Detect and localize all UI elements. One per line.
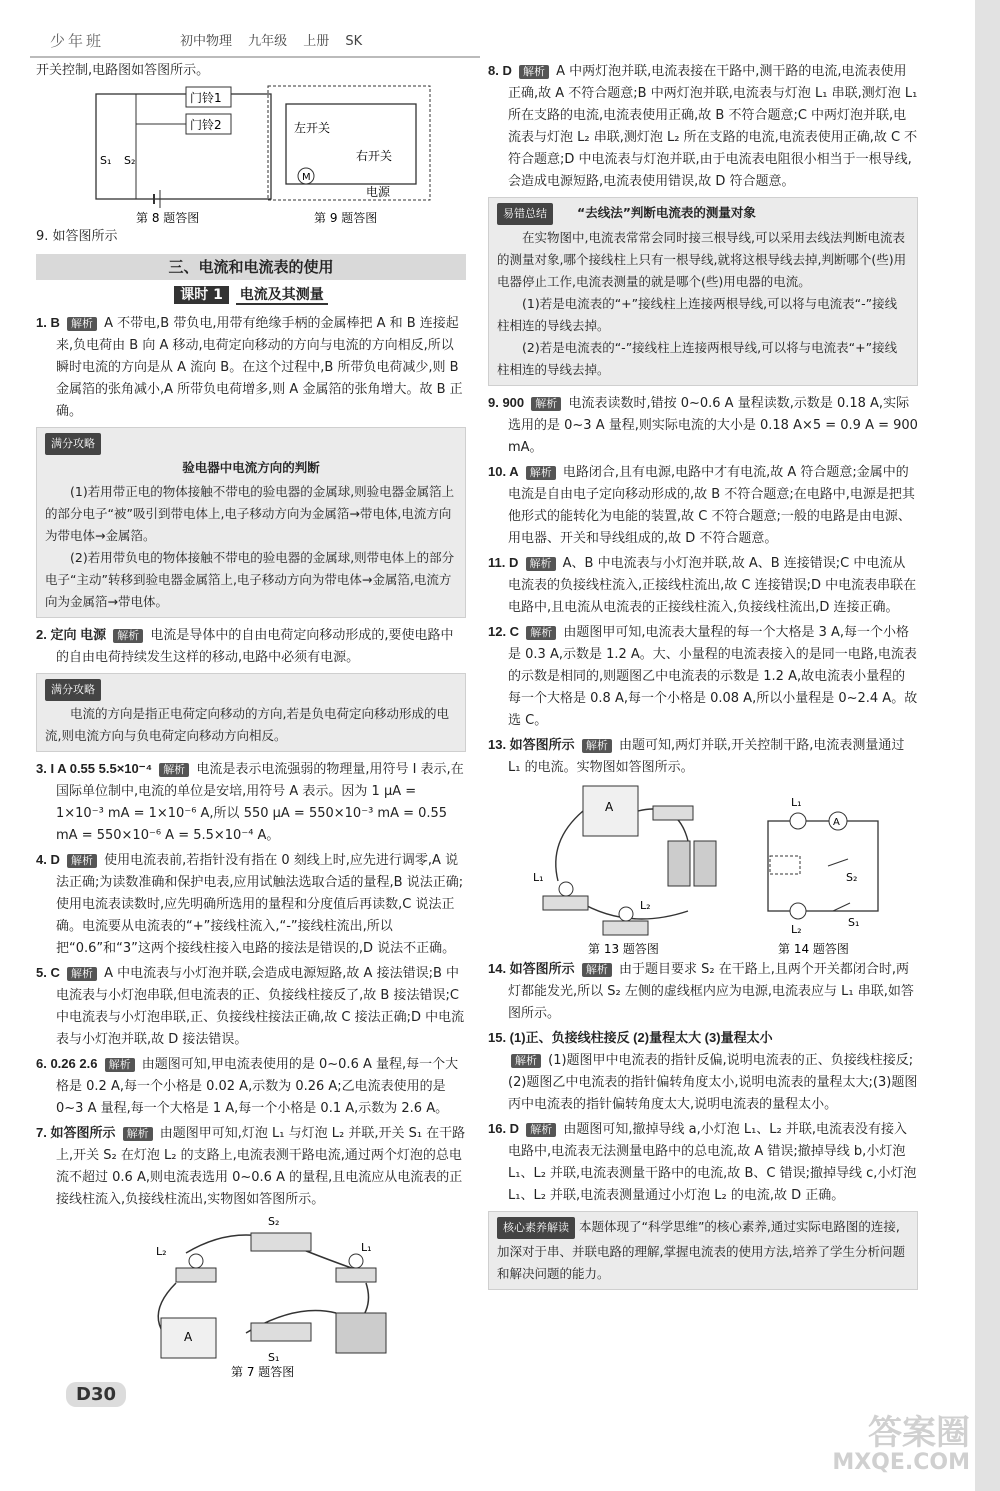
tip-box-4-header: 核心素养解读 (497, 1217, 575, 1239)
ammeter-label-fig13: A (605, 800, 614, 814)
q2-item (36, 624, 466, 669)
fig13-lamp1-base (543, 896, 588, 910)
q12-text: 由题图甲可知,电流表大量程的每一个大格是 3 A,每一个小格是 0.3 A,示数是 1.2 A。大、小量程的电流表接入的是同一电路,电流表的示数是相同的,则题图乙中电流表的示数是 1.2 A,故电流表小量程的每一个大格是 0.8 A,每一个小格是 0.08 A,所以小量程是 0~2.4 A。故选 C。 (508, 625, 918, 728)
q1-tag: 解析 (67, 317, 97, 331)
switch-s2 (251, 1233, 311, 1251)
tip-box-2-p1: 电流的方向是指正电荷定向移动的方向,若是负电荷定向移动形成的电流,则电流方向与负电荷定向移动方向相反。 (45, 706, 449, 743)
lesson-badge: 课时 1 (174, 286, 229, 304)
q8-answer: 8. D (488, 63, 512, 78)
q7-item (36, 1122, 466, 1211)
q4-tag: 解析 (67, 854, 97, 868)
q9b-answer: 9. 900 (488, 395, 525, 410)
q2-answer: 2. 定向 电源 (36, 627, 107, 642)
q11-text: A、B 中电流表与小灯泡并联,故 A、B 连接错误;C 中电流从电流表的负接线柱流入,正接线柱流出,故 C 连接错误;D 中电流表串联在电路中,且电流从电流表的正接线柱流入,负接线柱流出,D 连接正确。 (508, 556, 917, 615)
watermark-url: MXQE.COM (832, 1450, 970, 1475)
q6-tag: 解析 (105, 1058, 135, 1072)
tip-box-3-header: 易错总结 (497, 203, 553, 225)
q5-item (36, 962, 466, 1051)
fig9-circuit (268, 86, 430, 224)
q4-text: 使用电流表前,若指针没有指在 0 刻线上时,应先进行调零,A 说法正确;为读数准确和保护电表,应用试触法选取合适的量程,B 说法正确;使用电流表读数时,应先明确所选用的量程和分度值后再读数,C 说法正确。电流要从电流表的“+”接线柱流入,“-”接线柱流出,所以把“0.6”和“3”这两个接线柱接入电路的接法是错误的,D 说法不正确。 (56, 853, 464, 956)
q7-tag: 解析 (123, 1127, 153, 1141)
q11-tag: 解析 (526, 557, 556, 571)
watermark-logo: 答案圈 (868, 1413, 970, 1453)
q3-answer: 3. I A 0.55 5.5×10⁻⁴ (36, 761, 153, 776)
q10-tag: 解析 (526, 466, 556, 480)
power-label: 电源 (366, 185, 391, 199)
fig14-s1-label: S₁ (848, 916, 860, 929)
page-edge (975, 0, 1000, 1491)
q6-item (36, 1053, 466, 1120)
q12-answer: 12. C (488, 624, 520, 639)
tip-box-1-p2: (2)若用带负电的物体接触不带电的验电器的金属球,则带电体上的部分电子“主动”转移到验电器金属箔上,电子移动方向为带电体→金属箔,电流方向为金属箔→带电体。 (45, 550, 455, 609)
q11-item (488, 552, 918, 619)
tip-box-1 (36, 427, 466, 618)
bell1-label: 门铃1 (190, 91, 222, 105)
fig13-l1-label: L₁ (533, 871, 544, 884)
tip-box-3-title: “去线法”判断电流表的测量对象 (576, 205, 756, 220)
fig14-power-box (770, 856, 800, 874)
fig13-l2-label: L₂ (640, 899, 651, 912)
q9b-text: 电流表读数时,错按 0~0.6 A 量程读数,示数是 0.18 A,实际选用的是 0~3 A 量程,则实际电流的大小是 0.18 A×5 = 0.9 A = 900 mA。 (508, 396, 918, 455)
tip-box-4-text: 本题体现了“科学思维”的核心素养,通过实际电路图的连接,加深对于串、并联电路的理解,掌握电流表的使用方法,培养了学生分析问题和解决问题的能力。 (497, 1219, 905, 1281)
q13-tag: 解析 (582, 739, 612, 753)
lamp-l1-base (336, 1268, 376, 1282)
q13-answer: 13. 如答图所示 (488, 737, 575, 752)
q15-text: (1)题图甲中电流表的指针反偏,说明电流表的正、负接线柱接反;(2)题图乙中电流表的指针偏转角度太小,说明电流表的量程太大;(3)题图丙中电流表的指针偏转角度太大,说明电流表的量程太小。 (508, 1053, 918, 1112)
q1-answer: 1. B (36, 315, 60, 330)
q10-text: 电路闭合,且有电源,电路中才有电流,故 A 符合题意;金属中的电流是自由电子定向移动形成的,故 B 不符合题意;在电路中,电源是把其他形式的能转化为电能的装置,故 C 不符合题意;一般的电路是由电源、用电器、开关和导线组成的,故 D 不符合题意。 (508, 465, 915, 546)
fig14-s2-label: S₂ (846, 871, 858, 884)
q16-item (488, 1118, 918, 1207)
fig14-l2-label: L₂ (791, 923, 802, 936)
left-column (36, 60, 466, 1380)
lamp-l2-bulb (189, 1254, 203, 1268)
q8-text: A 中两灯泡并联,电流表接在干路中,测干路的电流,电流表使用正确,故 A 不符合题意;B 中两灯泡并联,电流表与灯泡 L₁ 串联,测灯泡 L₁ 所在支路的电流,电流表使用正确,故 B 不符合题意;C 中两灯泡并联,电流表与灯泡 L₂ 串联,测灯泡 L₂ 所在支路的电流,电流表使用正确,故 C 不符合题意;D 中电流表与灯泡并联,由于电流表电阻很小相当于一根导线,会造成电源短路,电流表使用错误,故 D 符合题意。 (508, 64, 918, 189)
q16-tag: 解析 (526, 1123, 556, 1137)
lamp-l2-base (176, 1268, 216, 1282)
fig13-lamp1 (559, 882, 573, 896)
s2-label-fig7: S₂ (268, 1215, 280, 1228)
fig8-caption: 第 8 题答图 (136, 211, 200, 224)
fig14-lamp2 (790, 903, 806, 919)
fig14-switch-s2 (828, 859, 848, 866)
q16-text: 由题图可知,撤掉导线 a,小灯泡 L₁、L₂ 并联,电流表没有接入电路中,电流表无法测量电路中的总电流,故 A 错误;撤掉导线 b,小灯泡 L₁、L₂ 并联,电流表测量干路中的电流,故 B、C 错误;撤掉导线 c,小灯泡 L₁、L₂ 并联,电流表测量通过小灯泡 L₂ 的电流,故 D 正确。 (508, 1122, 917, 1203)
circuit-diagrams (36, 84, 466, 224)
tip-box-1-title: 验电器中电流方向的判断 (182, 460, 320, 475)
fig14 (768, 796, 878, 956)
fig13 (533, 786, 716, 956)
q4-answer: 4. D (36, 852, 60, 867)
switch-s1 (251, 1323, 311, 1341)
q2-tag: 解析 (113, 629, 143, 643)
tip-box-2-header: 满分攻略 (45, 679, 101, 701)
tip-box-2 (36, 673, 466, 752)
tip-box-1-header: 满分攻略 (45, 433, 101, 455)
tip-box-4 (488, 1211, 918, 1290)
q3-item (36, 758, 466, 847)
fig13-14-drawing (488, 781, 918, 956)
battery-pack-icon (336, 1313, 386, 1353)
tip-box-3 (488, 197, 918, 386)
fig14-l1-label: L₁ (791, 796, 802, 809)
q9b-item (488, 392, 918, 459)
l1-label-fig7: L₁ (361, 1241, 372, 1254)
q11-answer: 11. D (488, 555, 519, 570)
q10-answer: 10. A (488, 464, 519, 479)
fig14-lamp1 (790, 813, 806, 829)
bell2-label: 门铃2 (190, 118, 222, 132)
s2-label: S₂ (124, 154, 136, 167)
left-switch-label: 左开关 (294, 121, 331, 135)
fig13-battery1 (668, 841, 690, 886)
q3-tag: 解析 (159, 763, 189, 777)
lesson-name: 电流及其测量 (236, 287, 328, 305)
q9-answer: 9. 如答图所示 (36, 229, 118, 244)
fig14-ammeter-label: A (833, 817, 840, 828)
lesson-title (36, 284, 466, 306)
fig13-lamp2 (619, 907, 633, 921)
fig14-switch-s1 (833, 903, 850, 911)
fig13-wire1 (556, 811, 583, 881)
tip-box-3-p2: (1)若是电流表的“+”接线柱上连接两根导线,可以将与电流表“-”接线柱相连的导线去掉。 (497, 296, 898, 333)
q3-text: 电流是表示电流强弱的物理量,用符号 I 表示,在国际单位制中,电流的单位是安培,用符号 A 表示。因为 1 μA = 1×10⁻³ mA = 1×10⁻⁶ A,所以 550 μA = 550×10⁻³ mA = 0.55 mA = 550×10⁻⁶ A = 5.5×10⁻⁴ A。 (56, 762, 464, 843)
q6-answer: 6. 0.26 2.6 (36, 1056, 98, 1071)
l2-label-fig7: L₂ (156, 1245, 167, 1258)
fig13-lamp2-base (603, 921, 648, 935)
q14-tag: 解析 (582, 963, 612, 977)
q7-text: 由题图甲可知,灯泡 L₁ 与灯泡 L₂ 并联,开关 S₁ 在干路上,开关 S₂ 在灯泡 L₂ 的支路上,电流表测干路电流,通过两个灯泡的总电流不超过 0.6 A,则电流表选用 0~0.6 A 的量程,且电流应从电流表的正接线柱流入,负接线柱流出,实物图如答图所示。 (56, 1126, 466, 1207)
brand-logo: 少年班 (50, 32, 105, 50)
q14-text: 由于题目要求 S₂ 在干路上,且两个开关都闭合时,两灯都能发光,所以 S₂ 左侧的虚线框内应为电源,电流表应与 L₁ 串联,如答图所示。 (508, 962, 914, 1021)
fig7-caption: 第 7 题答图 (231, 1365, 295, 1378)
page-number: D30 (66, 1382, 126, 1407)
q4-item (36, 849, 466, 960)
fig9-caption: 第 9 题答图 (314, 211, 378, 224)
figure-7 (36, 1213, 466, 1378)
ammeter-label-fig7: A (184, 1330, 193, 1344)
q13-item (488, 734, 918, 779)
fig8-circuit (96, 87, 271, 224)
q9b-tag: 解析 (531, 397, 561, 411)
fig13-battery2 (694, 841, 716, 886)
q15-answer: 15. (1)正、负接线柱接反 (2)量程太大 (3)量程太小 (488, 1030, 773, 1045)
q15-item (488, 1027, 918, 1116)
fig8-wire (96, 94, 271, 199)
q14-answer: 14. 如答图所示 (488, 961, 575, 976)
q10-item (488, 461, 918, 550)
s1-label: S₁ (100, 154, 112, 167)
q14-item (488, 958, 918, 1025)
lamp-l1-bulb (349, 1254, 363, 1268)
figures-13-14 (488, 781, 918, 956)
fig7-drawing (36, 1213, 466, 1378)
fig9-frame (268, 86, 430, 200)
q15-tag: 解析 (511, 1054, 541, 1068)
fig14-caption: 第 14 题答图 (778, 942, 849, 956)
tip-box-3-p1: 在实物图中,电流表常常会同时接三根导线,可以采用去线法判断电流表的测量对象,哪个接线柱上只有一根导线,就将这根导线去掉,判断哪个(些)用电器停止工作,电流表测量的就是哪个(些)用电器的电流。 (497, 230, 907, 289)
q1-item (36, 312, 466, 423)
q6-text: 由题图可知,甲电流表使用的是 0~0.6 A 量程,每一个大格是 0.2 A,每一个小格是 0.02 A,示数为 0.26 A;乙电流表使用的是 0~3 A 量程,每一个大格是 1 A,每一个小格是 0.1 A,示数为 2.6 A。 (56, 1057, 459, 1116)
q2-text: 电流是导体中的自由电荷定向移动形成的,要使电路中的自由电荷持续发生这样的移动,电路中必须有电源。 (56, 628, 454, 665)
header-rule (30, 56, 480, 58)
q8-tag: 解析 (519, 65, 549, 79)
header-meta: 初中物理 九年级 上册 SK (180, 34, 363, 49)
intro-text: 开关控制,电路图如答图所示。 (36, 63, 210, 78)
fig13-caption: 第 13 题答图 (588, 942, 659, 956)
q5-answer: 5. C (36, 965, 60, 980)
q7-answer: 7. 如答图所示 (36, 1125, 116, 1140)
q16-answer: 16. D (488, 1121, 520, 1136)
tip-box-1-p1: (1)若用带正电的物体接触不带电的验电器的金属球,则验电器金属箔上的部分电子“被”吸引到带电体上,电子移动方向为金属箔→带电体,电流方向为带电体→金属箔。 (45, 484, 455, 543)
figures-8-9 (36, 84, 466, 224)
q8-item (488, 60, 918, 193)
page-header (30, 26, 950, 56)
q12-item (488, 621, 918, 732)
motor-label: M (302, 172, 311, 183)
q13-text: 由题可知,两灯并联,开关控制干路,电流表测量通过 L₁ 的电流。实物图如答图所示。 (508, 738, 905, 775)
section-title: 三、电流和电流表的使用 (36, 254, 466, 280)
q5-text: A 中电流表与小灯泡并联,会造成电源短路,故 A 接法错误;B 中电流表与小灯泡串联,但电流表的正、负接线柱接反了,故 B 接法错误;C 中电流表与小灯泡串联,正、负接线柱接法正确,故 C 接法正确;D 中电流表与小灯泡并联,故 D 接法错误。 (56, 966, 465, 1047)
q5-tag: 解析 (67, 967, 97, 981)
s1-label-fig7: S₁ (268, 1351, 280, 1364)
right-switch-label: 右开关 (356, 149, 393, 163)
tip-box-3-p3: (2)若是电流表的“-”接线柱上连接两根导线,可以将与电流表“+”接线柱相连的导线去掉。 (497, 340, 898, 377)
fig13-switch (653, 806, 693, 820)
right-column (488, 60, 918, 1296)
q1-text: A 不带电,B 带负电,用带有绝缘手柄的金属棒把 A 和 B 连接起来,负电荷由 B 向 A 移动,电荷定向移动的方向与电流的方向相反,所以瞬时电流的方向是从 A 流向 B。在这个过程中,B 所带负电荷减少,则 B 金属箔的张角减小,A 所带负电荷增多,则 A 金属箔的张角增大。故 B 正确。 (56, 316, 463, 419)
q12-tag: 解析 (526, 626, 556, 640)
